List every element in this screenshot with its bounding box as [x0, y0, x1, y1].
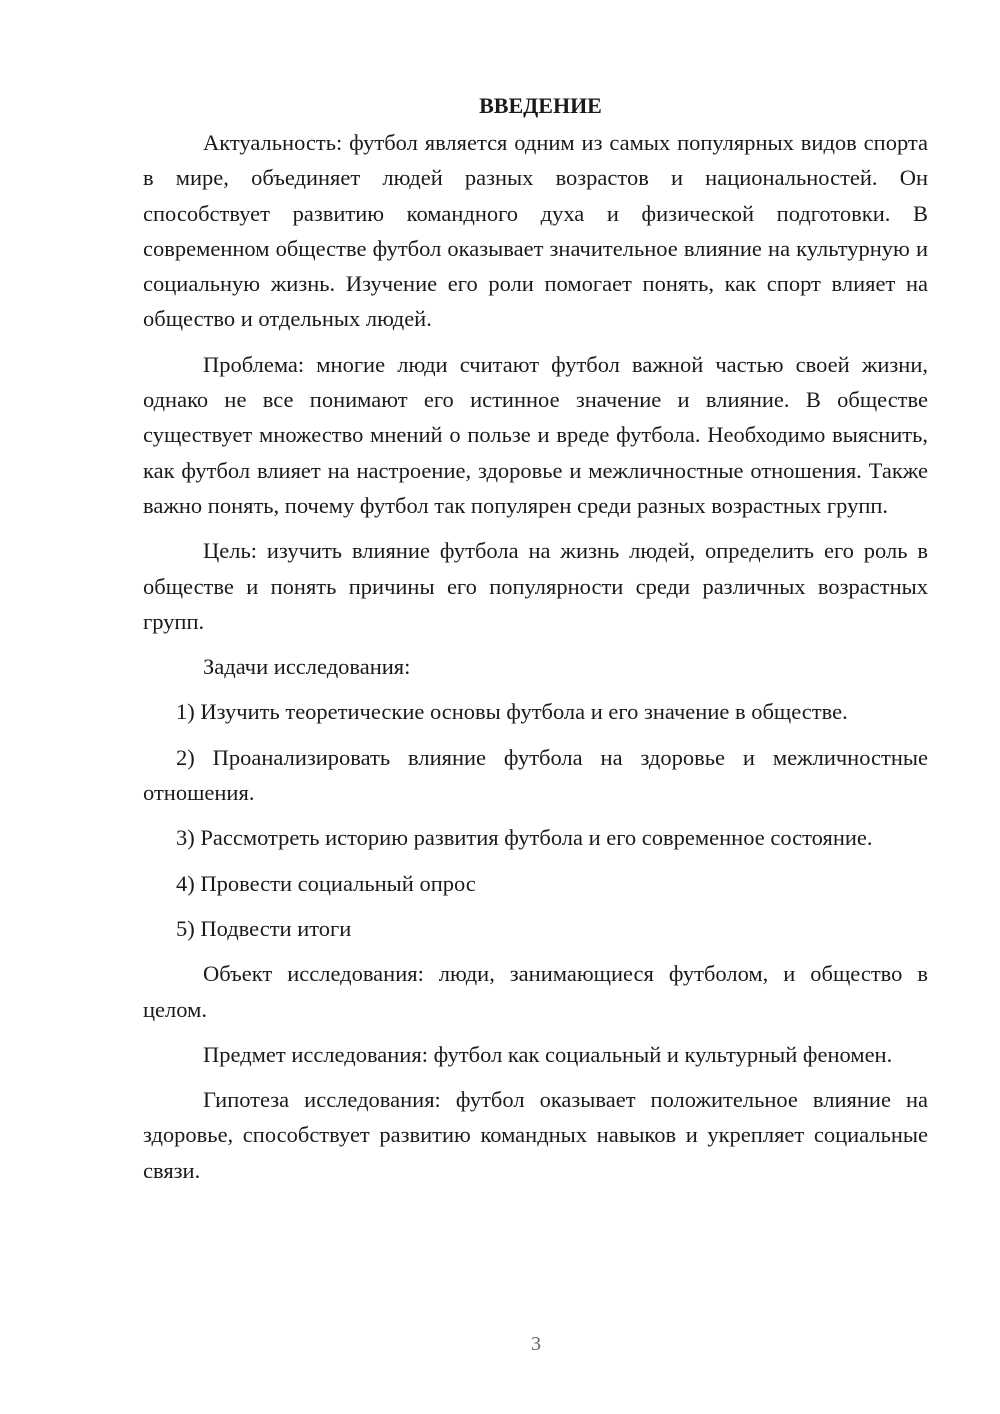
page-number: 3 [531, 1333, 541, 1355]
page-title: ВВЕДЕНИЕ [479, 93, 602, 118]
task-item-5: 5) Подвести итоги [176, 915, 352, 941]
task-item-1: 1) Изучить теоретические основы футбола и его значение в обществе. [176, 699, 848, 725]
task-item-4: 4) Провести социальный опрос [176, 870, 476, 896]
task-item-3: 3) Рассмотреть историю развития футбола и его современное состояние. [176, 825, 873, 851]
paragraph-relevance: Актуальность: футбол является одним из самых популярных видов спорта в мире, объединяет людей разных возрастов и национальностей. Он способствует развитию командного духа и физической подготовки. В современном обществе футбол оказывает значительное влияние на культурную и социальную жизнь. Изучение его роли помогает понять, как спорт влияет на общество и отдельных людей. [143, 130, 928, 332]
paragraph-hypothesis: Гипотеза исследования: футбол оказывает положительное влияние на здоровье, способствует развитию командных навыков и укрепляет социальные связи. [143, 1087, 928, 1183]
tasks-heading: Задачи исследования: [203, 654, 411, 680]
paragraph-goal: Цель: изучить влияние футбола на жизнь людей, определить его роль в обществе и понять причины его популярности среди различных возрастных групп. [143, 538, 928, 634]
task-item-2: 2) Проанализировать влияние футбола на здоровье и межличностные отношения. [143, 744, 928, 806]
paragraph-problem: Проблема: многие люди считают футбол важной частью своей жизни, однако не все понимают его истинное значение и влияние. В обществе существует множество мнений о пользе и вреде футбола. Необходимо выяснить, как футбол влияет на настроение, здоровье и межличностные отношения. Также важно понять, почему футбол так популярен среди разных возрастных групп. [143, 351, 928, 518]
document-page [143, 88, 928, 1198]
paragraph-subject: Предмет исследования: футбол как социальный и культурный феномен. [203, 1041, 893, 1067]
paragraph-object: Объект исследования: люди, занимающиеся футболом, и общество в целом. [143, 961, 928, 1022]
